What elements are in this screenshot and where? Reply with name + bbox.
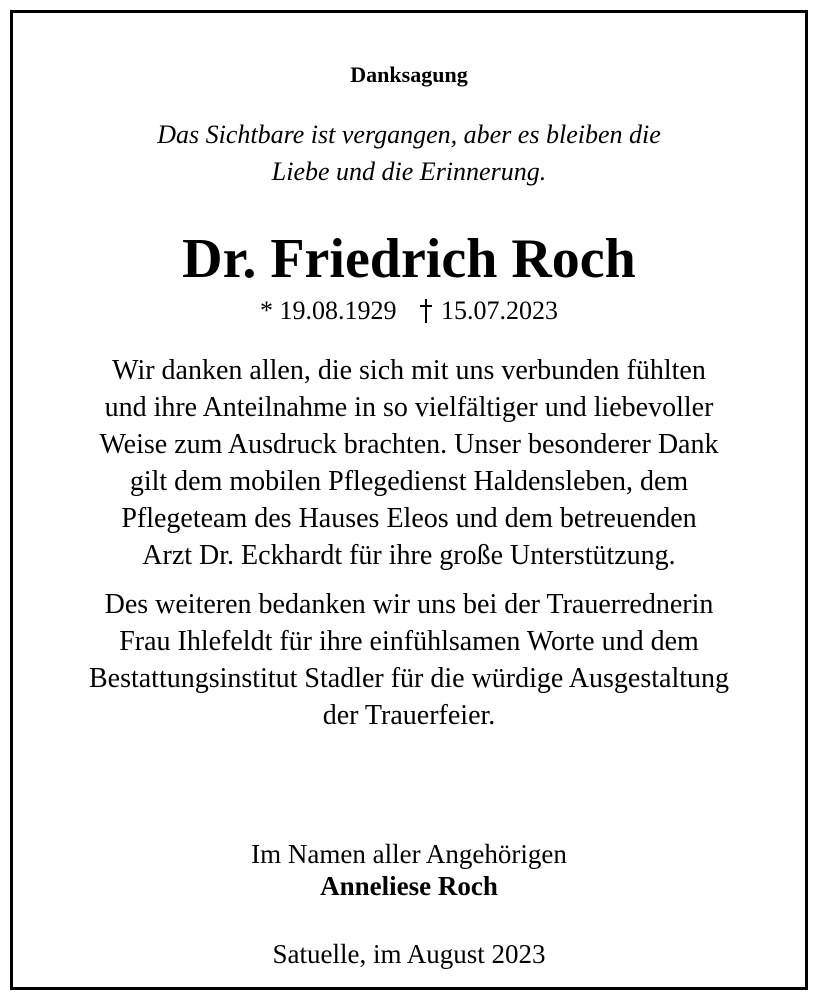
- paragraph-2-line-1: Des weiteren bedanken wir uns bei der Trauerrednerin: [104, 589, 714, 620]
- signature-intro: Im Namen aller Angehörigen: [251, 839, 567, 869]
- paragraph-1-line-4: gilt dem mobilen Pflegedienst Haldensleben, dem: [129, 466, 689, 497]
- quote-line-1: Das Sichtbare ist vergangen, aber es bleiben die: [157, 120, 661, 149]
- deceased-name: Dr. Friedrich Roch: [182, 228, 636, 290]
- life-dates: [0, 294, 818, 328]
- paragraph-1-line-3: Weise zum Ausdruck brachten. Unser besonderer Dank: [99, 429, 719, 460]
- paragraph-1-line-2: und ihre Anteilnahme in so vielfältiger und liebevoller: [104, 392, 714, 423]
- paragraph-2-line-4: der Trauerfeier.: [322, 700, 496, 731]
- place-date: Satuelle, im August 2023: [272, 939, 546, 969]
- paragraph-2-line-2: Frau Ihlefeldt für ihre einfühlsamen Worte und dem: [119, 626, 699, 657]
- quote-line-2: Liebe und die Erinnerung.: [271, 157, 547, 186]
- cross-icon: [417, 297, 435, 323]
- birth-date: * 19.08.1929: [260, 296, 397, 325]
- paragraph-2-line-3: Bestattungsinstitut Stadler für die würdige Ausgestaltung: [88, 663, 730, 694]
- paragraph-1-line-5: Pflegeteam des Hauses Eleos und dem betreuenden: [121, 503, 697, 534]
- signature-name: Anneliese Roch: [320, 871, 498, 901]
- paragraph-1-line-1: Wir danken allen, die sich mit uns verbunden fühlten: [112, 355, 706, 386]
- death-date: 15.07.2023: [441, 296, 558, 325]
- notice-heading: Danksagung: [350, 62, 468, 87]
- paragraph-1-line-6: Arzt Dr. Eckhardt für ihre große Unterstützung.: [142, 540, 676, 571]
